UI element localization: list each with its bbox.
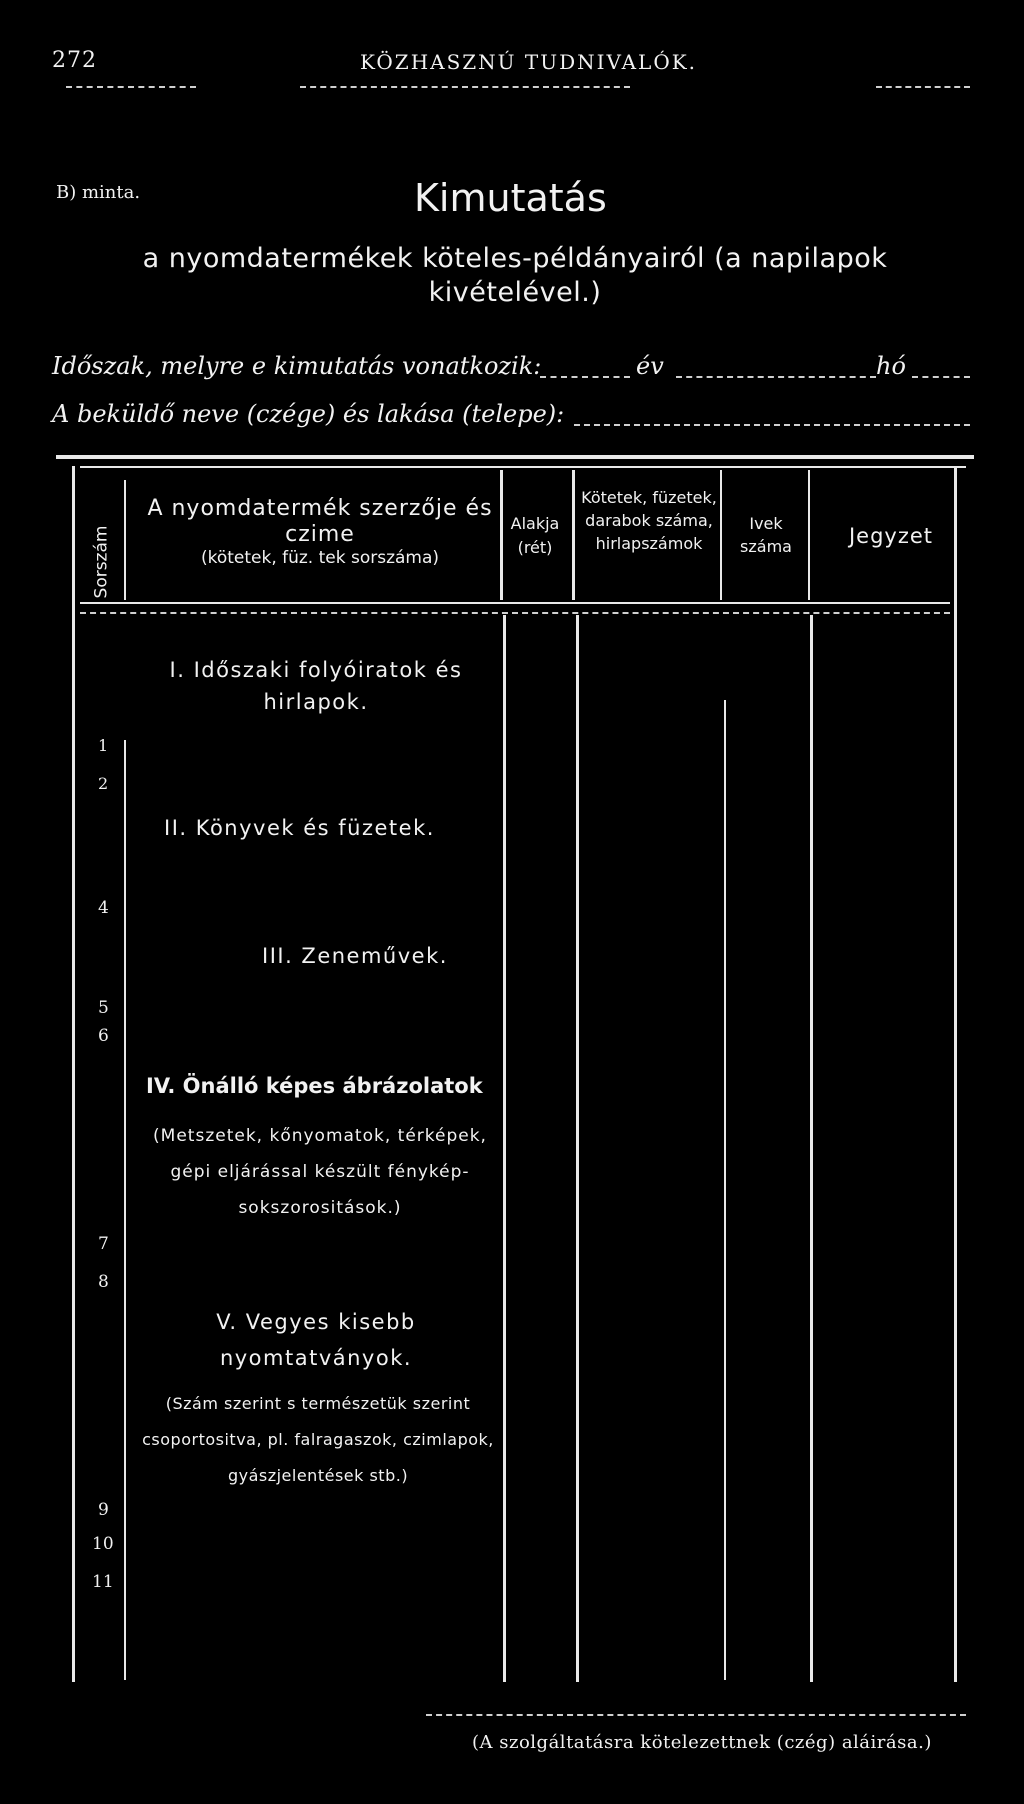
section-title: III. Zeneművek. bbox=[262, 944, 448, 968]
header-divider bbox=[300, 86, 630, 88]
row-number: 10 bbox=[92, 1534, 114, 1554]
period-label: Időszak, melyre e kimutatás vonatkozik: bbox=[52, 352, 542, 380]
section-title: I. Időszaki folyóiratok és hirlapok. bbox=[169, 658, 463, 714]
header-serial-label: Sorszám bbox=[91, 525, 112, 599]
section-title: IV. Önálló képes ábrázolatok bbox=[146, 1074, 483, 1098]
month-blank bbox=[912, 376, 970, 378]
column-line-serial bbox=[124, 480, 126, 600]
row-number: 8 bbox=[98, 1272, 109, 1292]
row-number: 2 bbox=[98, 774, 109, 793]
column-line-author bbox=[503, 615, 506, 1682]
running-title: KÖZHASZNÚ TUDNIVALÓK. bbox=[360, 50, 698, 74]
column-line-format bbox=[576, 615, 579, 1682]
row-number: 9 bbox=[98, 1500, 109, 1520]
sender-label: A beküldő neve (czége) és lakása (telepe): bbox=[52, 400, 565, 428]
year-blank bbox=[676, 376, 876, 378]
row-number: 4 bbox=[98, 898, 109, 918]
signature-caption: (A szolgáltatásra kötelezettnek (czég) aláirása.) bbox=[472, 1732, 932, 1753]
header-author-note: (kötetek, füz. tek sorszáma) bbox=[200, 548, 440, 568]
section-note: (Szám szerint s természetük szerint csoportositva, pl. falragaszok, czimlapok, gyászjelentések stb.) bbox=[142, 1394, 494, 1485]
header-format: Alakja (rét) bbox=[510, 514, 560, 557]
header-volumes: Kötetek, füzetek, darabok száma, hirlapszámok bbox=[581, 488, 717, 553]
page-subtitle: a nyomdatermékek köteles-példányairól (a napilapok kivételével.) bbox=[142, 243, 888, 308]
header-divider bbox=[876, 86, 970, 88]
column-line-serial bbox=[124, 740, 126, 1680]
sample-label: B) minta. bbox=[56, 182, 141, 203]
section-note: (Metszetek, kőnyomatok, térképek, gépi eljárással készült fénykép-sokszorositások.) bbox=[153, 1126, 487, 1218]
page-number: 272 bbox=[52, 48, 97, 73]
header-sheets: Ivek száma bbox=[740, 514, 792, 556]
sender-blank bbox=[574, 424, 970, 426]
column-line-sheets bbox=[810, 615, 813, 1682]
column-line-format bbox=[572, 470, 575, 600]
row-number: 6 bbox=[98, 1026, 109, 1046]
period-blank bbox=[540, 376, 630, 378]
row-number: 5 bbox=[98, 998, 109, 1018]
column-line-volumes bbox=[724, 700, 726, 1680]
signature-line bbox=[426, 1714, 966, 1716]
section-title: V. Vegyes kisebb nyomtatványok. bbox=[216, 1310, 416, 1370]
page-title: Kimutatás bbox=[414, 176, 607, 220]
header-note: Jegyzet bbox=[848, 524, 934, 548]
column-line-sheets bbox=[808, 470, 810, 600]
header-serial bbox=[88, 522, 114, 602]
header-divider bbox=[66, 86, 196, 88]
row-number: 11 bbox=[92, 1572, 114, 1592]
column-line-volumes bbox=[720, 470, 722, 600]
year-label: év bbox=[636, 352, 664, 380]
header-bottom-rule-dashed bbox=[80, 612, 950, 614]
section-title: II. Könyvek és füzetek. bbox=[164, 816, 435, 840]
column-line-author bbox=[500, 470, 503, 600]
table-right-border bbox=[954, 466, 957, 1682]
month-label: hó bbox=[876, 352, 906, 380]
row-number: 1 bbox=[98, 736, 109, 755]
table-top-rule-inner bbox=[80, 466, 966, 468]
header-bottom-rule bbox=[80, 602, 950, 604]
table-top-rule bbox=[56, 455, 974, 459]
header-author: A nyomdatermék szerzője és czime bbox=[147, 496, 493, 547]
table-left-border bbox=[72, 466, 75, 1682]
row-number: 7 bbox=[98, 1234, 109, 1254]
